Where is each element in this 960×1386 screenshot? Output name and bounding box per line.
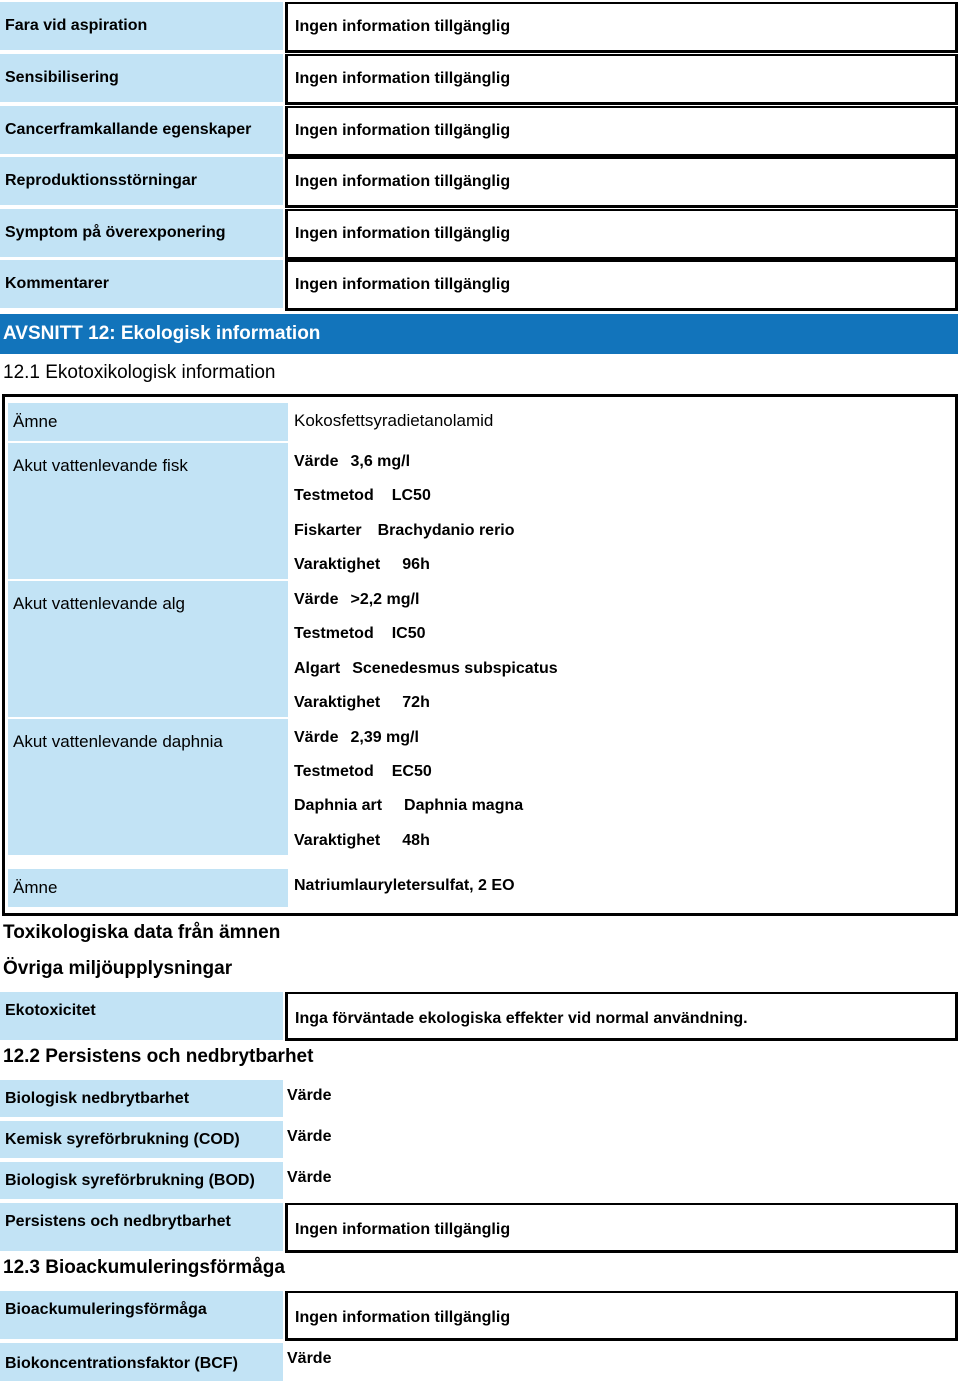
bcf-value: Värde [287, 1350, 332, 1367]
fish-value [294, 453, 410, 471]
cod-label-text: Kemisk syreförbrukning (COD) [5, 1130, 240, 1148]
bod-label-text: Biologisk syreförbrukning (BOD) [5, 1171, 255, 1189]
key: Daphnia art [294, 797, 383, 814]
val: EC50 [391, 763, 432, 780]
row-value-sensitization [285, 54, 958, 105]
biodegradability-value: Värde [287, 1087, 332, 1104]
val: LC50 [391, 487, 431, 504]
section-banner [0, 314, 958, 354]
tox-data-heading: Toxikologiska data från ämnen [3, 922, 281, 943]
substance-label [8, 403, 288, 441]
row-label-comments [0, 260, 283, 308]
key: Värde [294, 591, 339, 608]
val: 96h [402, 556, 430, 573]
row-label-symptoms [0, 209, 283, 257]
bcf-label-text: Biokoncentrationsfaktor (BCF) [5, 1355, 238, 1372]
other-env-heading: Övriga miljöupplysningar [3, 958, 233, 979]
section-banner-text: AVSNITT 12: Ekologisk information [3, 323, 321, 344]
substance-name-1: Kokosfettsyradietanolamid [294, 411, 494, 430]
bcf-label [0, 1343, 283, 1381]
persistence-label-text: Persistens och nedbrytbarhet [5, 1213, 231, 1230]
row-value-text: Ingen information tillgänglig [295, 225, 511, 242]
subsection-heading-12-2: 12.2 Persistens och nedbrytbarhet [3, 1046, 314, 1067]
bod-value: Värde [287, 1169, 332, 1186]
row-label-text: Sensibilisering [5, 69, 119, 86]
bioaccumulation-label-text: Bioackumuleringsförmåga [5, 1301, 207, 1318]
val: Scenedesmus subspicatus [352, 660, 558, 677]
fish-label [8, 443, 288, 579]
fish-duration [294, 556, 430, 574]
persistence-label [0, 1203, 283, 1251]
ecotoxicity-value-text: Inga förväntade ekologiska effekter vid normal användning. [295, 1010, 748, 1027]
row-label-text: Kommentarer [5, 275, 110, 292]
row-label-text: Symptom på överexponering [5, 224, 226, 241]
alga-duration [294, 694, 430, 712]
row-value-text: Ingen information tillgänglig [295, 122, 511, 139]
substance-2-label-text: Ämne [13, 878, 58, 897]
daphnia-label-text: Akut vattenlevande daphnia [13, 732, 223, 751]
alga-method [294, 625, 426, 643]
val: Daphnia magna [404, 797, 524, 814]
row-label-reproduction [0, 157, 283, 205]
val: 48h [402, 832, 430, 849]
cod-value: Värde [287, 1128, 332, 1145]
key: Varaktighet [294, 556, 381, 573]
bioaccumulation-value-text: Ingen information tillgänglig [295, 1308, 511, 1326]
bioaccumulation-label [0, 1291, 283, 1339]
persistence-value-text: Ingen information tillgänglig [295, 1220, 511, 1238]
ecotoxicity-label-text: Ekotoxicitet [5, 1002, 96, 1019]
biodegradability-label-text: Biologisk nedbrytbarhet [5, 1089, 190, 1107]
row-label-text: Cancerframkallande egenskaper [5, 121, 252, 138]
key: Testmetod [294, 763, 374, 780]
key: Testmetod [294, 487, 374, 504]
key: Varaktighet [294, 832, 381, 849]
row-value-comments [285, 260, 958, 311]
val: >2,2 mg/l [350, 591, 420, 608]
row-value-symptoms [285, 209, 958, 260]
substance-label-text: Ämne [13, 412, 58, 431]
key: Fiskarter [294, 522, 362, 539]
alga-label-text: Akut vattenlevande alg [13, 594, 186, 613]
daphnia-method [294, 763, 432, 781]
biodegradability-label [0, 1080, 283, 1117]
row-value-text: Ingen information tillgänglig [295, 173, 511, 190]
row-label-text: Fara vid aspiration [5, 17, 148, 34]
fish-species [294, 522, 515, 540]
subsection-heading-12-1: 12.1 Ekotoxikologisk information [3, 362, 276, 383]
val: Brachydanio rerio [377, 522, 515, 539]
persistence-value [285, 1203, 958, 1253]
row-label-sensitization [0, 54, 283, 102]
key: Värde [294, 453, 339, 470]
substance-name-2: Natriumlauryletersulfat, 2 EO [294, 877, 515, 894]
daphnia-value [294, 729, 419, 747]
daphnia-label [8, 719, 288, 855]
row-label-carcinogenic [0, 106, 283, 154]
alga-species [294, 660, 558, 678]
row-value-carcinogenic [285, 106, 958, 157]
row-value-reproduction [285, 157, 958, 208]
row-label-text: Reproduktionsstörningar [5, 172, 198, 189]
ecotoxicity-label [0, 992, 283, 1040]
daphnia-duration [294, 832, 430, 850]
val: 2,39 mg/l [350, 729, 419, 746]
key: Varaktighet [294, 694, 381, 711]
key: Värde [294, 729, 339, 746]
key: Algart [294, 660, 341, 677]
row-value-text: Ingen information tillgänglig [295, 18, 511, 35]
val: IC50 [391, 625, 426, 642]
row-value-text: Ingen information tillgänglig [295, 276, 511, 293]
row-value-text: Ingen information tillgänglig [295, 70, 511, 87]
row-label-aspiration [0, 2, 283, 50]
cod-label [0, 1121, 283, 1158]
bioaccumulation-value [285, 1291, 958, 1341]
alga-value [294, 591, 419, 609]
val: 72h [402, 694, 430, 711]
substance-2-label [8, 869, 288, 907]
alga-label [8, 581, 288, 717]
key: Testmetod [294, 625, 374, 642]
subsection-heading-12-3: 12.3 Bioackumuleringsförmåga [3, 1257, 285, 1278]
val: 3,6 mg/l [350, 453, 411, 470]
daphnia-species [294, 797, 523, 815]
fish-method [294, 487, 431, 505]
fish-label-text: Akut vattenlevande fisk [13, 456, 188, 475]
row-value-aspiration [285, 2, 958, 53]
ecotoxicity-value [285, 992, 958, 1041]
bod-label [0, 1162, 283, 1199]
